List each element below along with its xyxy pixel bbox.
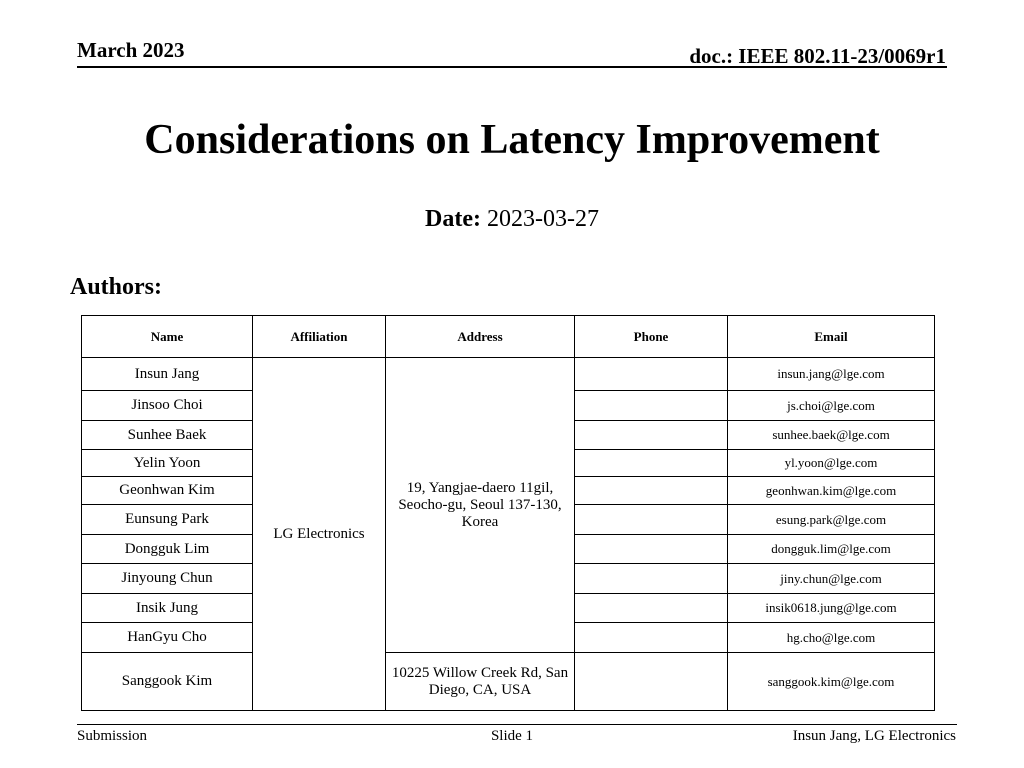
header-divider <box>77 66 947 68</box>
author-phone <box>575 477 728 505</box>
author-address: 19, Yangjae-daero 11gil, Seocho-gu, Seoul 137-130, Korea <box>386 358 575 653</box>
author-name: Dongguk Lim <box>82 535 253 564</box>
author-email: insik0618.jung@lge.com <box>728 594 935 623</box>
author-phone <box>575 535 728 564</box>
author-name: Jinsoo Choi <box>82 391 253 421</box>
author-email: geonhwan.kim@lge.com <box>728 477 935 505</box>
author-phone <box>575 421 728 450</box>
col-header-address: Address <box>386 316 575 358</box>
col-header-phone: Phone <box>575 316 728 358</box>
table-row <box>82 358 935 391</box>
authors-table <box>81 315 935 711</box>
author-name: HanGyu Cho <box>82 623 253 653</box>
header-date: March 2023 <box>77 38 185 62</box>
author-email: sunhee.baek@lge.com <box>728 421 935 450</box>
author-email: insun.jang@lge.com <box>728 358 935 391</box>
author-email: hg.cho@lge.com <box>728 623 935 653</box>
author-address-us: 10225 Willow Creek Rd, San Diego, CA, USA <box>386 653 575 711</box>
author-name: Geonhwan Kim <box>82 477 253 505</box>
author-email: dongguk.lim@lge.com <box>728 535 935 564</box>
author-name: Jinyoung Chun <box>82 564 253 594</box>
table-header-row <box>82 316 935 358</box>
author-affiliation: LG Electronics <box>253 358 386 711</box>
col-header-name: Name <box>82 316 253 358</box>
footer-author: Insun Jang, LG Electronics <box>792 728 956 744</box>
author-email: yl.yoon@lge.com <box>728 450 935 477</box>
author-name: Yelin Yoon <box>82 450 253 477</box>
author-phone <box>575 623 728 653</box>
header-doc-id: doc.: IEEE 802.11-23/0069r1 <box>689 44 946 68</box>
author-name: Insik Jung <box>82 594 253 623</box>
author-phone <box>575 505 728 535</box>
author-name: Sunhee Baek <box>82 421 253 450</box>
author-name: Insun Jang <box>82 358 253 391</box>
table-row <box>82 653 935 711</box>
authors-heading: Authors: <box>70 274 163 300</box>
col-header-email: Email <box>728 316 935 358</box>
date-label: Date: <box>425 206 481 232</box>
author-name: Eunsung Park <box>82 505 253 535</box>
author-phone <box>575 391 728 421</box>
author-name: Sanggook Kim <box>82 653 253 711</box>
slide-title: Considerations on Latency Improvement <box>144 117 880 163</box>
footer-divider <box>77 724 957 725</box>
author-email: esung.park@lge.com <box>728 505 935 535</box>
footer-submission: Submission <box>77 728 148 744</box>
col-header-affiliation: Affiliation <box>253 316 386 358</box>
author-phone <box>575 564 728 594</box>
author-email: js.choi@lge.com <box>728 391 935 421</box>
author-phone <box>575 653 728 711</box>
author-email: jiny.chun@lge.com <box>728 564 935 594</box>
slide-date <box>0 206 1024 233</box>
author-phone <box>575 594 728 623</box>
author-phone <box>575 358 728 391</box>
footer-slide-number: Slide 1 <box>490 728 534 744</box>
author-email: sanggook.kim@lge.com <box>728 653 935 711</box>
date-value: 2023-03-27 <box>486 206 599 232</box>
author-phone <box>575 450 728 477</box>
